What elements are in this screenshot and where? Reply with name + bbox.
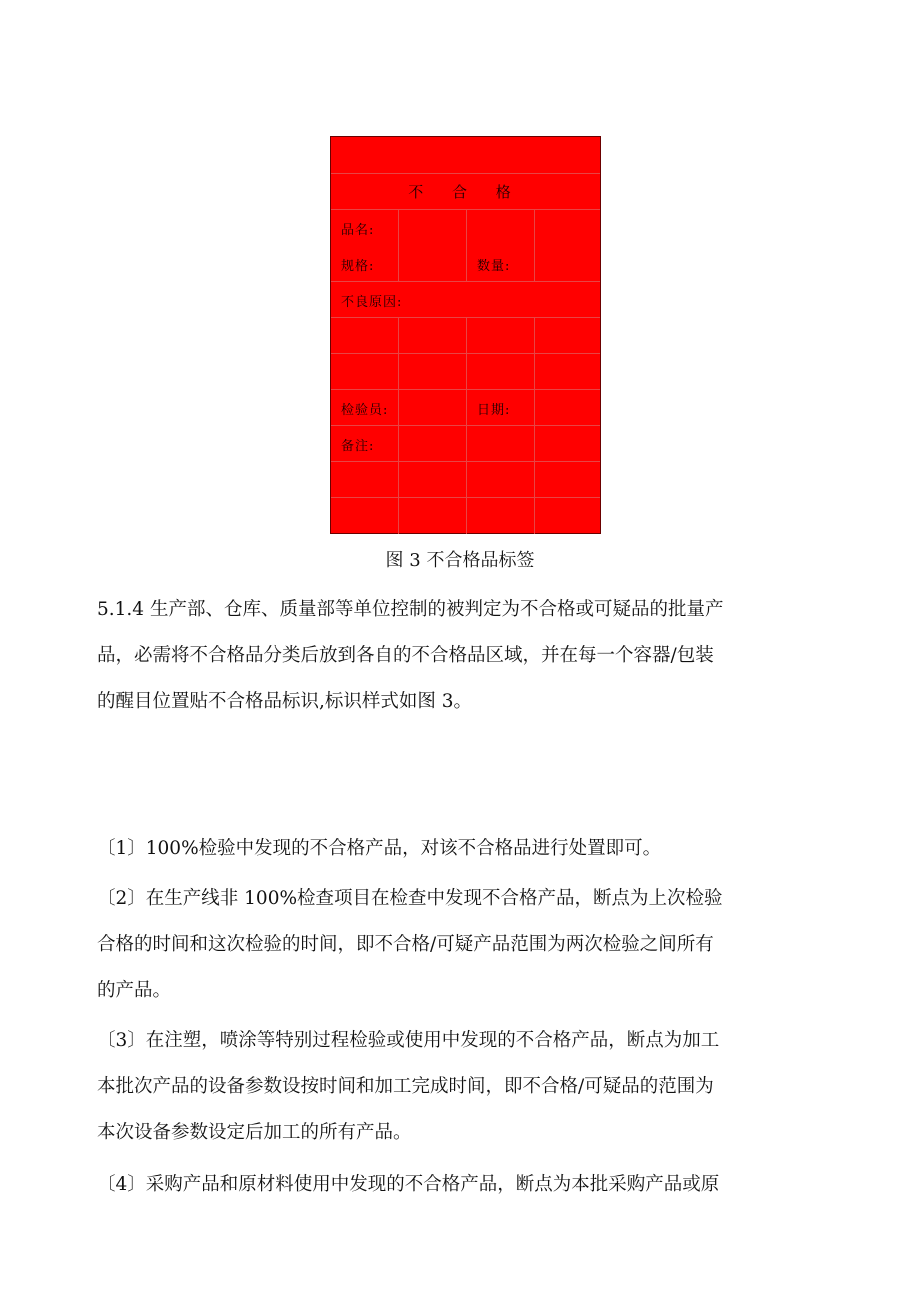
- tag-date-label: 日期:: [477, 403, 511, 418]
- paragraph-5-1-4: [97, 587, 825, 725]
- text-line: 合格的时间和这次检验的时间，即不合格/可疑产品范围为两次检验之间所有: [97, 934, 714, 955]
- text-line: 5.1.4 生产部、仓库、质量部等单位控制的被判定为不合格或可疑品的批量产: [97, 599, 724, 620]
- tag-inspector-label: 检验员:: [341, 403, 389, 418]
- tag-qty-label: 数量:: [477, 259, 511, 274]
- text-line: 〔2〕在生产线非 100%检查项目在检查中发现不合格产品，断点为上次检验: [97, 888, 723, 909]
- tag-name-label: 品名:: [341, 223, 375, 238]
- text-line: 本次设备参数设定后加工的所有产品。: [97, 1122, 412, 1143]
- tag-col-line: [534, 317, 535, 534]
- text-line: 〔4〕采购产品和原材料使用中发现的不合格产品，断点为本批采购产品或原: [97, 1174, 720, 1195]
- tag-col-line: [466, 317, 467, 534]
- tag-col-line: [398, 209, 399, 281]
- tag-remark-label: 备注:: [341, 439, 375, 454]
- tag-col-line: [466, 209, 467, 281]
- text-line: 〔3〕在注塑，喷涂等特别过程检验或使用中发现的不合格产品，断点为加工: [97, 1030, 720, 1051]
- tag-col-line: [398, 317, 399, 534]
- item-3: [97, 1018, 825, 1156]
- tag-col-line: [534, 209, 535, 281]
- item-2: [97, 876, 825, 1014]
- text-line: 品，必需将不合格品分类后放到各自的不合格品区域，并在每一个容器/包装: [97, 645, 714, 666]
- figure-caption: 图 3 不合格品标签: [385, 550, 535, 571]
- tag-title: 不 合 格: [408, 183, 523, 201]
- text-line: 的醒目位置贴不合格品标识,标识样式如图 3。: [97, 691, 473, 712]
- tag-divider: [331, 173, 600, 174]
- tag-reason-label: 不良原因:: [341, 295, 403, 310]
- text-line: 的产品。: [97, 980, 172, 1001]
- item-4: [97, 1162, 825, 1208]
- text-line: 本批次产品的设备参数设按时间和加工完成时间，即不合格/可疑品的范围为: [97, 1076, 714, 1097]
- tag-divider: [331, 281, 600, 282]
- nonconforming-tag: [330, 136, 601, 534]
- text-line: 〔1〕100%检验中发现的不合格产品，对该不合格品进行处置即可。: [97, 838, 662, 859]
- tag-spec-label: 规格:: [341, 259, 375, 274]
- item-1: [97, 826, 825, 872]
